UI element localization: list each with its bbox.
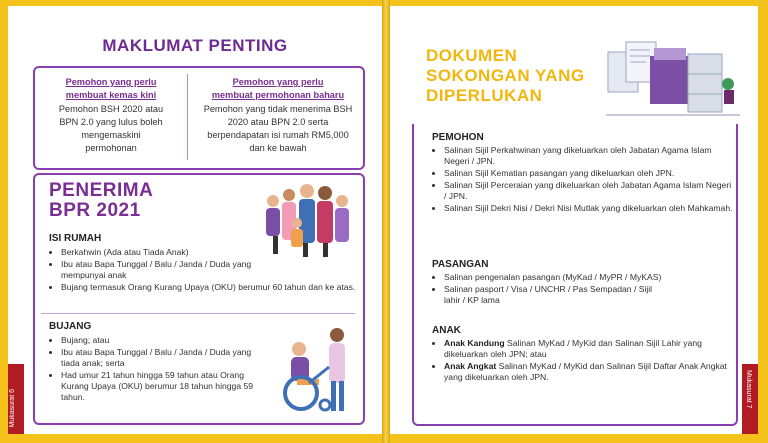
bujang-heading: BUJANG [49, 321, 92, 332]
update-applicant-column [41, 76, 181, 155]
bujang-list [49, 335, 261, 404]
list-item: • Had umur 21 tahun hingga 59 tahun atau Orang Kurang Upaya (OKU) berumur 18 tahun hingga 59 tahun. [61, 370, 261, 403]
col1-line: permohonan [85, 143, 137, 153]
list-item: • Salinan pengenalan pasangan (MyKad / MyPR / MyKAS) [444, 272, 734, 283]
new-applicant-heading: Pemohon yang perlu membuat permohonan baharu [211, 77, 345, 100]
documents-illustration-icon [602, 34, 742, 124]
section-divider [41, 313, 355, 314]
list-item: • Salinan Sijil Kematian pasangan yang dikeluarkan oleh JPN. [444, 168, 734, 179]
pemohon-heading: PEMOHON [432, 132, 484, 143]
anak-heading: ANAK [432, 325, 461, 336]
anak-angkat-label: Anak Angkat [444, 361, 497, 371]
page-number-label: Mukasurat 7 [745, 370, 752, 409]
col2-line: 2020 atau BPN 2.0 serta [227, 117, 329, 127]
pasangan-list [432, 272, 734, 307]
page-right [390, 6, 758, 434]
penerima-bpr-title: PENERIMA BPR 2021 [49, 180, 154, 221]
new-applicant-column [195, 76, 361, 155]
page-left [8, 6, 382, 434]
list-item: • Salinan Sijil Perkahwinan yang dikeluarkan oleh Jabatan Agama Islam Negeri / JPN. [444, 145, 734, 167]
book-spine [382, 0, 390, 443]
list-item: • Anak Angkat Salinan MyKad / MyKid dan Salinan Sijil Daftar Anak Angkat yang dikeluarkan oleh JPN. [444, 361, 734, 383]
col2-line: dan ke bawah [249, 143, 307, 153]
anak-list [432, 338, 734, 384]
col2-line: berpendapatan isi rumah RM5,000 [207, 130, 349, 140]
col2-line: Pemohon yang tidak menerima BSH [203, 104, 353, 114]
penerima-bpr-box [33, 173, 365, 425]
page-number-label: Mukasurat 6 [9, 389, 16, 428]
list-item: • Bujang; atau [61, 335, 261, 346]
list-item: • Ibu atau Bapa Tunggal / Balu / Janda / Duda yang tiada anak; serta [61, 347, 261, 369]
col1-line: BPN 2.0 yang lulus boleh [59, 117, 163, 127]
col1-line: Pemohon BSH 2020 atau [58, 104, 164, 114]
info-box [33, 66, 365, 170]
page-number-tab [8, 364, 24, 434]
list-item: • Berkahwin (Ada atau Tiada Anak) [61, 247, 361, 258]
list-item: • Ibu atau Bapa Tunggal / Balu / Janda / Duda yang mempunyai anak [61, 259, 291, 281]
col1-line: mengemaskini [81, 130, 141, 140]
list-item: • Bujang termasuk Orang Kurang Upaya (OKU) berumur 60 tahun dan ke atas. [61, 282, 361, 293]
update-applicant-heading: Pemohon yang perlu membuat kemas kini [65, 77, 157, 100]
isi-rumah-list [49, 247, 361, 294]
list-item: • Salinan pasport / Visa / UNCHR / Pas Sempadan / Sijil lahir / KP lama [444, 284, 669, 306]
wheelchair-illustration-icon [257, 323, 357, 415]
list-item: • Salinan Sijil Dekri Nisi / Dekri Nisi Mutlak yang dikeluarkan oleh Mahkamah. [444, 203, 734, 214]
pemohon-list [432, 145, 734, 215]
dokumen-sokongan-title: DOKUMEN SOKONGAN YANG DIPERLUKAN [426, 46, 585, 105]
isi-rumah-heading: ISI RUMAH [49, 233, 102, 244]
column-divider [187, 74, 188, 160]
page-number-tab [742, 364, 758, 434]
list-item: • Salinan Sijil Perceraian yang dikeluarkan oleh Jabatan Agama Islam Negeri / JPN. [444, 180, 734, 202]
maklumat-penting-title: MAKLUMAT PENTING [102, 36, 288, 55]
pasangan-heading: PASANGAN [432, 259, 489, 270]
list-item: • Anak Kandung Salinan MyKad / MyKid dan Salinan Sijil Lahir yang dikeluarkan oleh JPN; atau [444, 338, 734, 360]
anak-kandung-label: Anak Kandung [444, 338, 505, 348]
